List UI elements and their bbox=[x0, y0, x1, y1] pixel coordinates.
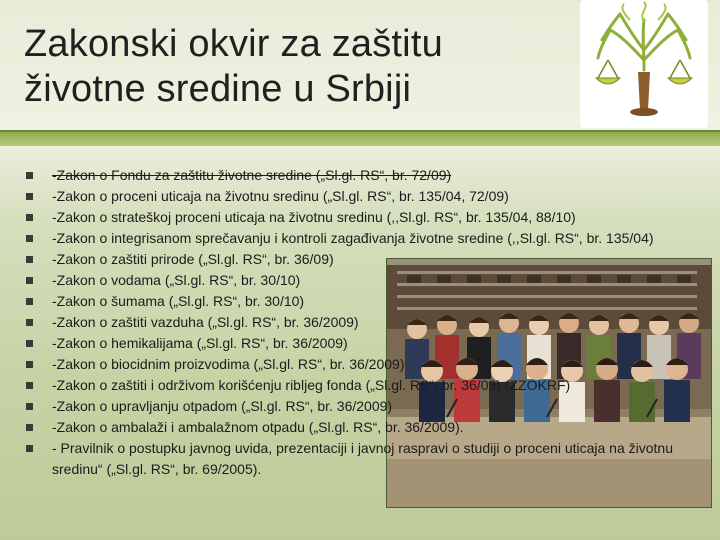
square-bullet-icon bbox=[26, 361, 33, 368]
square-bullet-icon bbox=[26, 298, 33, 305]
list-item: -Zakon o biocidnim proizvodima („Sl.gl. RS“, br. 36/2009) bbox=[24, 354, 694, 375]
list-item: -Zakon o zaštiti prirode („Sl.gl. RS“, br. 36/09) bbox=[24, 249, 694, 270]
square-bullet-icon bbox=[26, 256, 33, 263]
list-item: -Zakon o hemikalijama („Sl.gl. RS“, br. 36/2009) bbox=[24, 333, 694, 354]
list-item: -Zakon o ambalaži i ambalažnom otpadu („Sl.gl. RS“, br. 36/2009). bbox=[24, 417, 694, 438]
square-bullet-icon bbox=[26, 319, 33, 326]
square-bullet-icon bbox=[26, 214, 33, 221]
square-bullet-icon bbox=[26, 403, 33, 410]
square-bullet-icon bbox=[26, 277, 33, 284]
laws-list bbox=[24, 165, 694, 480]
list-item: - Pravilnik o postupku javnog uvida, prezentaciji i javnoj raspravi o studiji o proceni uticaja na životnu sredinu“ („Sl.gl. RS“, br. 69/2005). bbox=[24, 438, 694, 480]
list-item: -Zakon o zaštiti vazduha („Sl.gl. RS“, br. 36/2009) bbox=[24, 312, 694, 333]
list-item: -Zakon o strateškoj proceni uticaja na životnu sredinu (,,Sl.gl. RS“, br. 135/04, 88/10) bbox=[24, 207, 694, 228]
scales-tree-logo bbox=[580, 0, 708, 128]
square-bullet-icon bbox=[26, 445, 33, 452]
square-bullet-icon bbox=[26, 172, 33, 179]
title-divider-bar bbox=[0, 130, 720, 146]
square-bullet-icon bbox=[26, 235, 33, 242]
list-item: -Zakon o Fondu za zaštitu životne sredine („Sl.gl. RS“, br. 72/09) bbox=[24, 165, 694, 186]
square-bullet-icon bbox=[26, 193, 33, 200]
list-item: -Zakon o proceni uticaja na životnu sredinu („Sl.gl. RS“, br. 135/04, 72/09) bbox=[24, 186, 694, 207]
list-item: -Zakon o upravljanju otpadom („Sl.gl. RS“, br. 36/2009) bbox=[24, 396, 694, 417]
list-item: -Zakon o zaštiti i održivom korišćenju ribljeg fonda („Sl.gl. RS“, br. 36/09) (ZZOKRF) bbox=[24, 375, 694, 396]
square-bullet-icon bbox=[26, 382, 33, 389]
list-item: -Zakon o integrisanom sprečavanju i kontroli zagađivanja životne sredine (,,Sl.gl. RS“, br. 135/04) bbox=[24, 228, 694, 249]
square-bullet-icon bbox=[26, 424, 33, 431]
list-item: -Zakon o vodama („Sl.gl. RS“, br. 30/10) bbox=[24, 270, 694, 291]
square-bullet-icon bbox=[26, 340, 33, 347]
slide-title: Zakonski okvir za zaštitu životne sredine u Srbiji bbox=[24, 23, 443, 110]
list-item: -Zakon o šumama („Sl.gl. RS“, br. 30/10) bbox=[24, 291, 694, 312]
